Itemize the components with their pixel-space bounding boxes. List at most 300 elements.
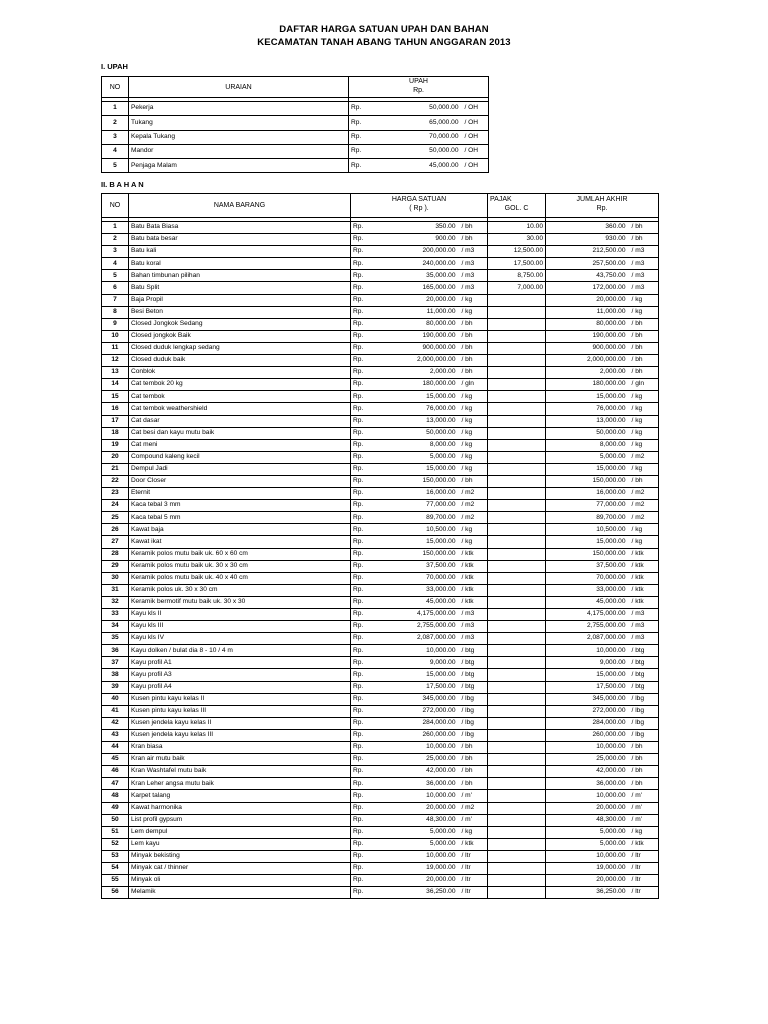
price-unit: / kg	[458, 451, 488, 463]
tax-value	[488, 717, 546, 729]
price-unit: / bh	[458, 475, 488, 487]
unit-price: 180,000.00	[383, 379, 458, 391]
row-number: 33	[102, 609, 129, 621]
currency-label: Rp.	[349, 102, 389, 116]
currency-label: Rp.	[351, 318, 383, 330]
currency-label: Rp.	[351, 609, 383, 621]
total-unit: / ltr	[628, 875, 659, 887]
tax-value	[488, 294, 546, 306]
row-number: 13	[102, 367, 129, 379]
table-row	[102, 536, 659, 548]
currency-label: Rp.	[351, 645, 383, 657]
tax-value	[488, 367, 546, 379]
table-row	[102, 572, 659, 584]
table-row	[102, 814, 659, 826]
total-value: 25,000.00	[546, 754, 628, 766]
bahan-header-harga-label: HARGA SATUAN	[391, 196, 447, 203]
item-name: Mandor	[129, 144, 349, 158]
row-number: 14	[102, 379, 129, 391]
row-number: 2	[102, 234, 129, 246]
table-row	[102, 144, 489, 158]
unit-price: 80,000.00	[383, 318, 458, 330]
price-unit: / bh	[458, 778, 488, 790]
total-unit: / bh	[628, 234, 659, 246]
total-value: 180,000.00	[546, 379, 628, 391]
tax-value	[488, 439, 546, 451]
currency-label: Rp.	[351, 790, 383, 802]
tax-value	[488, 318, 546, 330]
item-name: Closed duduk lengkap sedang	[129, 342, 351, 354]
unit-price: 19,000.00	[383, 862, 458, 874]
total-unit: / lbg	[628, 717, 659, 729]
total-value: 272,000.00	[546, 705, 628, 717]
tax-value	[488, 488, 546, 500]
wage-value: 65,000.00	[389, 116, 461, 130]
row-number: 4	[102, 144, 129, 158]
table-row	[102, 524, 659, 536]
row-number: 18	[102, 427, 129, 439]
wage-unit: / OH	[461, 130, 489, 144]
wage-value: 70,000.00	[389, 130, 461, 144]
item-name: Batu Split	[129, 282, 351, 294]
price-unit: / bh	[458, 222, 488, 234]
unit-price: 350.00	[383, 222, 458, 234]
table-row	[102, 130, 489, 144]
row-number: 3	[102, 130, 129, 144]
table-row	[102, 463, 659, 475]
total-unit: / m2	[628, 488, 659, 500]
row-number: 31	[102, 584, 129, 596]
price-unit: / kg	[458, 403, 488, 415]
unit-price: 9,000.00	[383, 657, 458, 669]
unit-price: 15,000.00	[383, 463, 458, 475]
row-number: 26	[102, 524, 129, 536]
total-value: 900,000.00	[546, 342, 628, 354]
table-row	[102, 500, 659, 512]
row-number: 38	[102, 669, 129, 681]
total-unit: / m3	[628, 282, 659, 294]
unit-price: 10,000.00	[383, 850, 458, 862]
table-row	[102, 488, 659, 500]
price-unit: / bh	[458, 766, 488, 778]
wage-value: 45,000.00	[389, 159, 461, 173]
currency-label: Rp.	[351, 826, 383, 838]
table-row	[102, 246, 659, 258]
total-unit: / ktk	[628, 548, 659, 560]
currency-label: Rp.	[351, 379, 383, 391]
currency-label: Rp.	[351, 391, 383, 403]
total-value: 257,500.00	[546, 258, 628, 270]
unit-price: 36,250.00	[383, 887, 458, 899]
bahan-header-pajak-label: PAJAK	[490, 196, 512, 203]
unit-price: 10,500.00	[383, 524, 458, 536]
item-name: Lem dempul	[129, 826, 351, 838]
bahan-header-pajak-sub: GOL. C	[504, 205, 529, 213]
price-unit: / ltr	[458, 850, 488, 862]
total-value: 284,000.00	[546, 717, 628, 729]
currency-label: Rp.	[351, 887, 383, 899]
total-unit: / m3	[628, 633, 659, 645]
price-unit: / ktk	[458, 584, 488, 596]
tax-value	[488, 754, 546, 766]
price-unit: / bh	[458, 318, 488, 330]
currency-label: Rp.	[349, 130, 389, 144]
price-unit: / m3	[458, 246, 488, 258]
unit-price: 900,000.00	[383, 342, 458, 354]
item-name: Kayu kls II	[129, 609, 351, 621]
price-unit: / m'	[458, 790, 488, 802]
tax-value	[488, 669, 546, 681]
total-unit: / btg	[628, 681, 659, 693]
item-name: Kayu profil A1	[129, 657, 351, 669]
unit-price: 5,000.00	[383, 451, 458, 463]
row-number: 55	[102, 875, 129, 887]
unit-price: 4,175,000.00	[383, 609, 458, 621]
unit-price: 25,000.00	[383, 754, 458, 766]
currency-label: Rp.	[351, 342, 383, 354]
currency-label: Rp.	[351, 475, 383, 487]
currency-label: Rp.	[351, 584, 383, 596]
unit-price: 50,000.00	[383, 427, 458, 439]
currency-label: Rp.	[351, 657, 383, 669]
price-unit: / ltr	[458, 862, 488, 874]
upah-header-uraian: URAIAN	[129, 77, 349, 98]
currency-label: Rp.	[351, 572, 383, 584]
currency-label: Rp.	[351, 451, 383, 463]
section-bahan-heading: II. B A H A N	[101, 180, 144, 189]
total-unit: / kg	[628, 427, 659, 439]
table-row	[102, 451, 659, 463]
currency-label: Rp.	[351, 693, 383, 705]
price-unit: / kg	[458, 826, 488, 838]
tax-value	[488, 379, 546, 391]
currency-label: Rp.	[351, 754, 383, 766]
currency-label: Rp.	[349, 159, 389, 173]
currency-label: Rp.	[351, 802, 383, 814]
row-number: 9	[102, 318, 129, 330]
currency-label: Rp.	[351, 814, 383, 826]
currency-label: Rp.	[351, 875, 383, 887]
currency-label: Rp.	[351, 415, 383, 427]
total-unit: / kg	[628, 306, 659, 318]
row-number: 37	[102, 657, 129, 669]
upah-header-upah-label: UPAH	[409, 78, 428, 86]
row-number: 50	[102, 814, 129, 826]
price-unit: / kg	[458, 391, 488, 403]
unit-price: 45,000.00	[383, 596, 458, 608]
total-value: 36,000.00	[546, 778, 628, 790]
upah-header-row	[102, 77, 489, 98]
currency-label: Rp.	[349, 116, 389, 130]
row-number: 25	[102, 512, 129, 524]
table-row	[102, 657, 659, 669]
total-value: 5,000.00	[546, 451, 628, 463]
total-value: 2,755,000.00	[546, 621, 628, 633]
tax-value	[488, 560, 546, 572]
row-number: 6	[102, 282, 129, 294]
item-name: Batu bata besar	[129, 234, 351, 246]
bahan-header-row	[102, 194, 659, 218]
currency-label: Rp.	[351, 621, 383, 633]
wage-unit: / OH	[461, 159, 489, 173]
total-unit: / lbg	[628, 729, 659, 741]
tax-value	[488, 596, 546, 608]
currency-label: Rp.	[351, 294, 383, 306]
item-name: Cat tembok weathershield	[129, 403, 351, 415]
table-row	[102, 609, 659, 621]
total-value: 36,250.00	[546, 887, 628, 899]
total-value: 37,500.00	[546, 560, 628, 572]
table-row	[102, 766, 659, 778]
item-name: Cat tembok 20 kg	[129, 379, 351, 391]
row-number: 1	[102, 102, 129, 116]
tax-value	[488, 850, 546, 862]
total-unit: / m3	[628, 609, 659, 621]
item-name: Kran Washtafel mutu baik	[129, 766, 351, 778]
total-value: 10,000.00	[546, 742, 628, 754]
tax-value	[488, 729, 546, 741]
total-unit: / kg	[628, 826, 659, 838]
total-unit: / m3	[628, 621, 659, 633]
table-row	[102, 222, 659, 234]
total-unit: / lbg	[628, 705, 659, 717]
table-row	[102, 415, 659, 427]
row-number: 47	[102, 778, 129, 790]
currency-label: Rp.	[351, 306, 383, 318]
tax-value: 8,750.00	[488, 270, 546, 282]
total-unit: / gln	[628, 379, 659, 391]
price-unit: / m2	[458, 802, 488, 814]
total-unit: / m2	[628, 512, 659, 524]
table-row	[102, 234, 659, 246]
unit-price: 2,000,000.00	[383, 355, 458, 367]
unit-price: 48,300.00	[383, 814, 458, 826]
row-number: 45	[102, 754, 129, 766]
item-name: Kepala Tukang	[129, 130, 349, 144]
row-number: 42	[102, 717, 129, 729]
tax-value	[488, 609, 546, 621]
table-row	[102, 318, 659, 330]
item-name: Compound kaleng kecil	[129, 451, 351, 463]
item-name: Karpet talang	[129, 790, 351, 802]
total-unit: / m'	[628, 802, 659, 814]
wage-unit: / OH	[461, 144, 489, 158]
tax-value: 17,500.00	[488, 258, 546, 270]
price-unit: / m'	[458, 814, 488, 826]
total-unit: / kg	[628, 463, 659, 475]
item-name: Melamik	[129, 887, 351, 899]
row-number: 19	[102, 439, 129, 451]
item-name: Door Closer	[129, 475, 351, 487]
tax-value	[488, 451, 546, 463]
row-number: 41	[102, 705, 129, 717]
item-name: Kayu dolken / bulat dia 8 - 10 / 4 m	[129, 645, 351, 657]
price-unit: / bh	[458, 330, 488, 342]
tax-value	[488, 415, 546, 427]
unit-price: 70,000.00	[383, 572, 458, 584]
tax-value	[488, 790, 546, 802]
total-unit: / m'	[628, 790, 659, 802]
row-number: 5	[102, 159, 129, 173]
row-number: 29	[102, 560, 129, 572]
row-number: 46	[102, 766, 129, 778]
bahan-header-harga	[351, 194, 488, 218]
table-row	[102, 294, 659, 306]
total-unit: / bh	[628, 330, 659, 342]
unit-price: 76,000.00	[383, 403, 458, 415]
total-unit: / bh	[628, 742, 659, 754]
unit-price: 8,000.00	[383, 439, 458, 451]
total-value: 212,500.00	[546, 246, 628, 258]
item-name: Kayu profil A3	[129, 669, 351, 681]
item-name: Batu koral	[129, 258, 351, 270]
unit-price: 36,000.00	[383, 778, 458, 790]
row-number: 44	[102, 742, 129, 754]
currency-label: Rp.	[351, 427, 383, 439]
price-unit: / kg	[458, 427, 488, 439]
price-unit: / m3	[458, 609, 488, 621]
currency-label: Rp.	[351, 669, 383, 681]
tax-value	[488, 391, 546, 403]
currency-label: Rp.	[351, 548, 383, 560]
total-value: 15,000.00	[546, 391, 628, 403]
total-value: 48,300.00	[546, 814, 628, 826]
total-value: 77,000.00	[546, 500, 628, 512]
total-value: 11,000.00	[546, 306, 628, 318]
total-value: 89,700.00	[546, 512, 628, 524]
bahan-header-harga-sub: ( Rp ).	[409, 205, 429, 213]
total-unit: / bh	[628, 766, 659, 778]
row-number: 5	[102, 270, 129, 282]
price-unit: / lbg	[458, 705, 488, 717]
currency-label: Rp.	[351, 355, 383, 367]
currency-label: Rp.	[351, 838, 383, 850]
table-row	[102, 379, 659, 391]
table-row	[102, 729, 659, 741]
total-value: 76,000.00	[546, 403, 628, 415]
currency-label: Rp.	[351, 222, 383, 234]
total-unit: / ktk	[628, 572, 659, 584]
total-unit: / kg	[628, 391, 659, 403]
price-unit: / btg	[458, 645, 488, 657]
upah-table	[101, 76, 489, 173]
total-value: 10,000.00	[546, 645, 628, 657]
total-unit: / ktk	[628, 584, 659, 596]
table-row	[102, 850, 659, 862]
total-unit: / bh	[628, 222, 659, 234]
tax-value	[488, 778, 546, 790]
currency-label: Rp.	[351, 742, 383, 754]
total-value: 930.00	[546, 234, 628, 246]
row-number: 30	[102, 572, 129, 584]
table-row	[102, 330, 659, 342]
item-name: Minyak oli	[129, 875, 351, 887]
tax-value	[488, 705, 546, 717]
currency-label: Rp.	[351, 500, 383, 512]
total-unit: / bh	[628, 778, 659, 790]
upah-header-upah	[349, 77, 489, 98]
currency-label: Rp.	[351, 862, 383, 874]
table-row	[102, 403, 659, 415]
price-unit: / lbg	[458, 717, 488, 729]
item-name: Cat meni	[129, 439, 351, 451]
total-value: 2,000.00	[546, 367, 628, 379]
row-number: 36	[102, 645, 129, 657]
tax-value	[488, 463, 546, 475]
table-row	[102, 367, 659, 379]
tax-value: 30.00	[488, 234, 546, 246]
price-unit: / m3	[458, 282, 488, 294]
price-unit: / m3	[458, 258, 488, 270]
total-unit: / bh	[628, 355, 659, 367]
table-row	[102, 875, 659, 887]
total-value: 19,000.00	[546, 862, 628, 874]
total-value: 10,000.00	[546, 790, 628, 802]
item-name: Kayu kls IV	[129, 633, 351, 645]
price-unit: / btg	[458, 669, 488, 681]
item-name: Lem kayu	[129, 838, 351, 850]
unit-price: 15,000.00	[383, 391, 458, 403]
item-name: Baja Propil	[129, 294, 351, 306]
currency-label: Rp.	[351, 367, 383, 379]
price-unit: / m3	[458, 621, 488, 633]
total-value: 10,500.00	[546, 524, 628, 536]
table-row	[102, 355, 659, 367]
currency-label: Rp.	[351, 633, 383, 645]
currency-label: Rp.	[349, 144, 389, 158]
price-unit: / ltr	[458, 875, 488, 887]
row-number: 54	[102, 862, 129, 874]
row-number: 52	[102, 838, 129, 850]
tax-value	[488, 693, 546, 705]
row-number: 3	[102, 246, 129, 258]
total-unit: / kg	[628, 415, 659, 427]
row-number: 15	[102, 391, 129, 403]
price-unit: / kg	[458, 524, 488, 536]
table-row	[102, 282, 659, 294]
table-row	[102, 633, 659, 645]
item-name: Keramik bermotif mutu baik uk. 30 x 30	[129, 596, 351, 608]
unit-price: 260,000.00	[383, 729, 458, 741]
tax-value	[488, 645, 546, 657]
total-value: 2,000,000.00	[546, 355, 628, 367]
item-name: Closed duduk baik	[129, 355, 351, 367]
tax-value	[488, 621, 546, 633]
table-row	[102, 621, 659, 633]
row-number: 27	[102, 536, 129, 548]
price-unit: / m3	[458, 270, 488, 282]
table-row	[102, 258, 659, 270]
price-unit: / ktk	[458, 838, 488, 850]
price-unit: / bh	[458, 754, 488, 766]
tax-value	[488, 475, 546, 487]
total-unit: / m2	[628, 451, 659, 463]
table-row	[102, 693, 659, 705]
currency-label: Rp.	[351, 681, 383, 693]
currency-label: Rp.	[351, 512, 383, 524]
unit-price: 150,000.00	[383, 548, 458, 560]
total-value: 5,000.00	[546, 838, 628, 850]
row-number: 32	[102, 596, 129, 608]
total-value: 70,000.00	[546, 572, 628, 584]
item-name: Cat tembok	[129, 391, 351, 403]
table-row	[102, 475, 659, 487]
row-number: 21	[102, 463, 129, 475]
tax-value	[488, 887, 546, 899]
total-unit: / m3	[628, 258, 659, 270]
price-unit: / bh	[458, 234, 488, 246]
tax-value	[488, 572, 546, 584]
